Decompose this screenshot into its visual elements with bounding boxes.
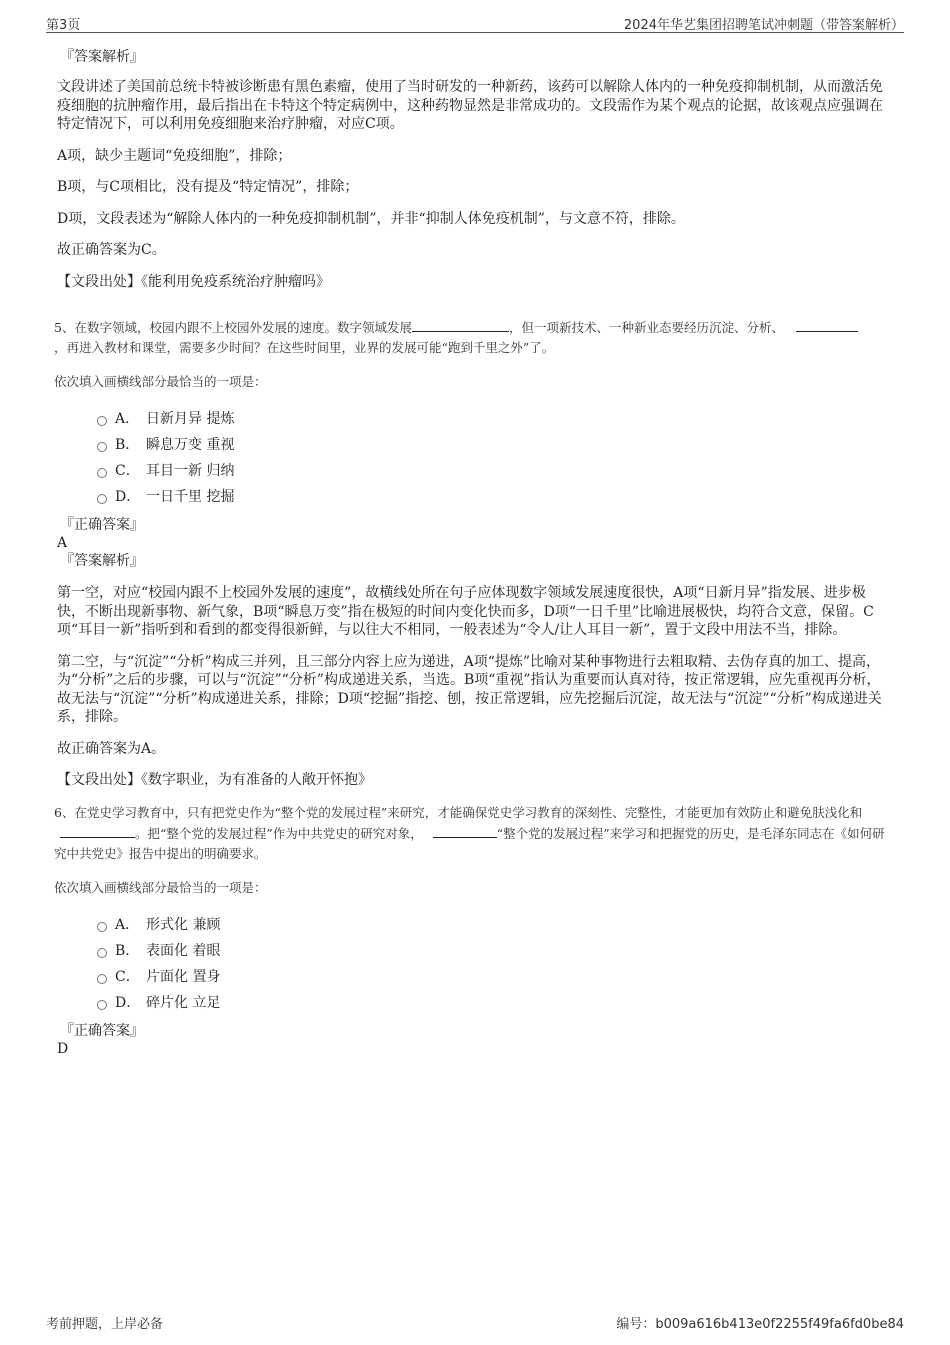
option-c[interactable] [57,458,892,484]
radio-button[interactable] [97,494,107,504]
radio-button[interactable] [97,442,107,452]
source-citation: 【文段出处】《能利用免疫系统治疗肿瘤吗》 [57,273,330,290]
correct-answer: D [57,1040,69,1057]
stem-text: 。把“整个党的发展过程”作为中共党史的研究对象， [135,825,423,841]
option-b[interactable] [57,432,892,458]
option-letter: A． [115,916,140,933]
fill-blank [412,317,509,332]
option-d[interactable] [57,990,892,1016]
question-instruction: 依次填入画横线部分最恰当的一项是： [54,879,267,895]
option-a[interactable] [57,912,892,938]
fill-blank [433,823,497,838]
options-list [57,912,892,1016]
source-citation: 【文段出处】《数字职业，为有准备的人敞开怀抱》 [57,772,372,788]
fill-blank [60,823,135,838]
option-text: 日新月异 提炼 [146,411,235,427]
option-letter: D． [115,994,141,1011]
radio-button[interactable] [97,948,107,958]
analysis-paragraph: 第一空，对应“校园内跟不上校园外发展的速度”，故横线处所在句子应体现数字领域发展速度很快，A项“日新月异”指发展、进步极快，不断出现新事物、新气象，B项“瞬息万变”指在极短的时间内变化快而多，D项“一日千里”比喻进展极快，均符合文意，保留。C项“耳目一新”指听到和看到的都变得很新鲜，与以往大不相同，一般表述为“令人/让人耳目一新”，置于文段中用法不当，排除。 [57,585,874,638]
option-text: 形式化 兼顾 [146,916,221,933]
option-text: 碎片化 立足 [146,994,221,1011]
correct-answer-statement: 故正确答案为A。 [57,740,166,757]
analysis-paragraph: 文段讲述了美国前总统卡特被诊断患有黑色素瘤，使用了当时研发的一种新药，该药可以解除人体内的一种免疫抑制机制，从而激活免疫细胞的抗肿瘤作用，最后指出在卡特这个特定病例中，这种药物显然是非常成功的。文段需作为某个观点的论据，故该观点应强调在特定情况下，可以利用免疫细胞来治疗肿瘤，对应C项。 [57,79,883,132]
radio-button[interactable] [97,416,107,426]
analysis-paragraph: 第二空，与“沉淀”“分析”构成三并列，且三部分内容上应为递进，A项“提炼”比喻对某种事物进行去粗取精、去伪存真的加工、提高，为“分析”之后的步骤，可以与“沉淀”“分析”构成递进关系，当选。B项“重视”指认为重要而认真对待，按正常逻辑，应先重视再分析，故无法与“沉淀”“分析”构成递进关系，排除；D项“挖掘”指挖、刨，按正常逻辑，应先挖掘后沉淀，故无法与“沉淀”“分析”构成递进关系，排除。 [57,653,882,725]
radio-button[interactable] [97,922,107,932]
document-id: 编号：b009a616b413e0f2255f49fa6fd0be84 [616,1317,904,1332]
option-c[interactable] [57,964,892,990]
stem-text: ，再进入教材和课堂，需要多少时间？在这些时间里，业界的发展可能“跑到千里之外”了。 [54,340,555,355]
option-text: 片面化 置身 [146,968,221,985]
option-letter: B． [115,437,140,453]
radio-button[interactable] [97,974,107,984]
analysis-paragraph: D项，文段表述为“解除人体内的一种免疫抑制机制”，并非“抑制人体免疫机制”，与文意不符，排除。 [57,210,685,227]
stem-text: 6、在党史学习教育中，只有把党史作为“整个党的发展过程”来研究，才能确保党史学习教育的深刻性、完整性，才能更加有效防止和避免肤浅化和 [54,804,863,820]
question-6 [54,803,892,1058]
option-text: 瞬息万变 重视 [146,437,235,453]
option-text: 耳目一新 归纳 [146,463,235,479]
option-d[interactable] [57,484,892,510]
radio-button[interactable] [97,468,107,478]
option-letter: B． [115,942,140,959]
option-text: 一日千里 挖掘 [146,489,235,505]
question-stem [54,317,892,358]
document-title: 2024年华艺集团招聘笔试冲刺题（带答案解析） [623,18,904,33]
option-letter: C． [115,968,140,985]
question-5 [54,317,892,790]
analysis-title: 『答案解析』 [60,49,144,65]
question-instruction: 依次填入画横线部分最恰当的一项是： [54,374,267,389]
option-text: 表面化 着眼 [146,942,221,959]
footer-slogan: 考前押题，上岸必备 [46,1317,164,1332]
option-letter: D． [115,489,141,505]
option-letter: A． [115,411,140,427]
analysis-title: 『答案解析』 [60,553,144,569]
fill-blank [796,317,858,332]
option-a[interactable] [57,406,892,432]
main-content [54,48,892,1058]
correct-answer-title: 『正确答案』 [60,517,144,533]
stem-text: ，但一项新技术、一种新业态要经历沉淀、分析、 [508,320,784,335]
correct-answer-title: 『正确答案』 [60,1022,144,1039]
page-number: 第3页 [46,18,81,33]
correct-answer: A [57,535,68,551]
analysis-paragraph: A项，缺少主题词“免疫细胞”，排除； [57,147,292,164]
correct-answer-statement: 故正确答案为C。 [57,242,166,258]
radio-button[interactable] [97,1000,107,1010]
analysis-paragraph: B项，与C项相比，没有提及“特定情况”，排除； [57,179,359,195]
option-letter: C． [115,463,140,479]
options-list [57,406,892,510]
page-footer [46,1313,904,1333]
page-header [46,12,904,33]
stem-text: 5、在数字领域，校园内跟不上校园外发展的速度。数字领域发展 [54,320,412,335]
option-b[interactable] [57,938,892,964]
question-stem [54,803,892,864]
stem-text: “整个党的发展过程”来学习和把握党的历史，是毛泽东同志在《如何研究中共党史》报告中提出的明确要求。 [54,825,885,861]
